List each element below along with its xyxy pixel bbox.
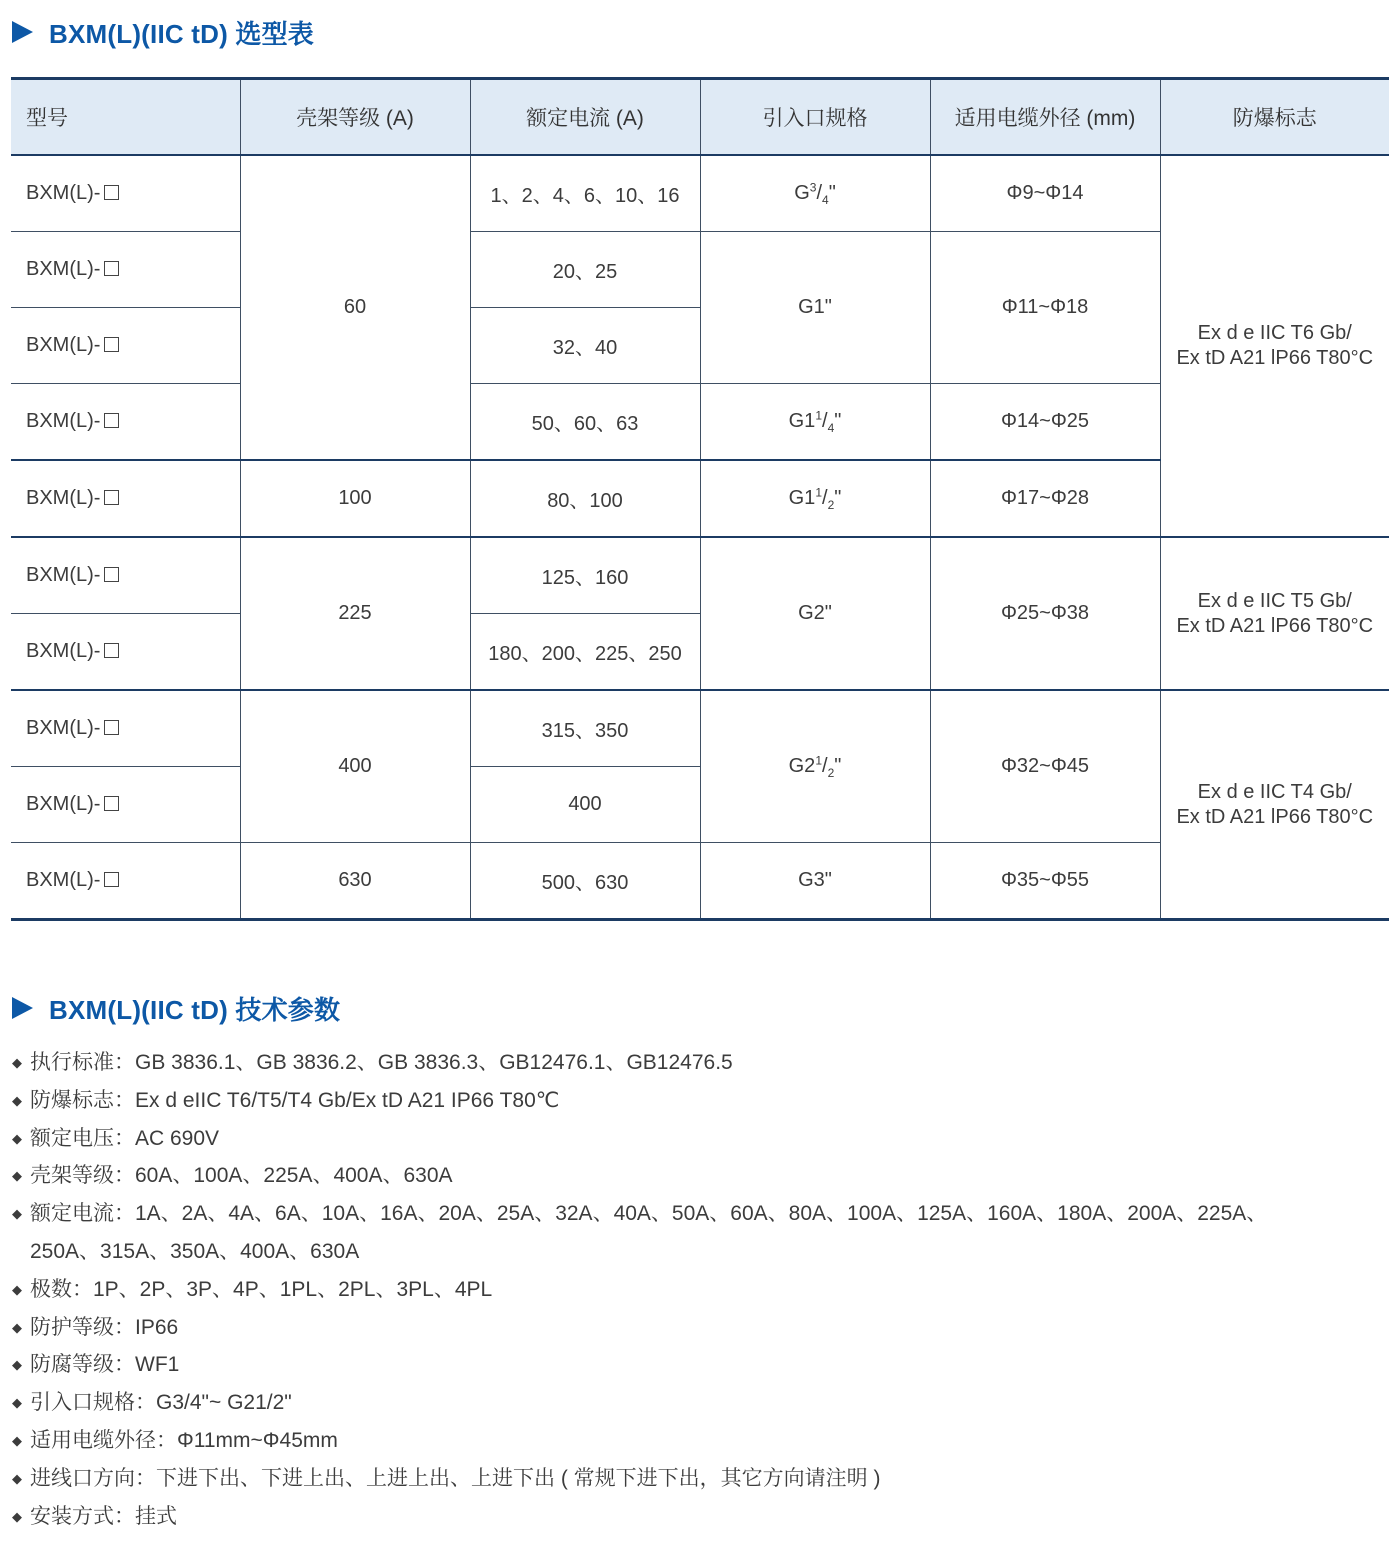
checkbox-square-icon (104, 261, 119, 276)
header-frame: 壳架等级 (A) (240, 79, 470, 156)
diamond-bullet-icon: ◆ (12, 1395, 22, 1411)
frame-cell: 225 (240, 537, 470, 690)
diameter-cell: Φ35~Φ55 (930, 843, 1160, 920)
diamond-bullet-icon: ◆ (12, 1055, 22, 1070)
diamond-bullet-icon: ◆ (12, 1092, 22, 1108)
list-item: ◆ 适用电缆外径：Φ11mm~Φ45mm (12, 1422, 1267, 1460)
model-text: BXM(L)- (26, 487, 101, 509)
current-cell: 500、630 (470, 843, 700, 920)
header-ex-mark: 防爆标志 (1160, 79, 1389, 156)
selection-table-title (12, 12, 314, 52)
inlet-cell: $G^3/_4$" (700, 155, 930, 232)
diamond-bullet-icon: ◆ (12, 1281, 22, 1297)
ex-mark-cell: Ex d e IIC T4 Gb/ Ex tD A21 lP66 T80°C (1160, 690, 1389, 920)
model-text: BXM(L)- (26, 793, 101, 815)
checkbox-square-icon (104, 413, 119, 428)
model-cell (11, 308, 240, 384)
diameter-cell: Φ25~Φ38 (930, 537, 1160, 690)
frame-cell: 630 (240, 843, 470, 920)
checkbox-square-icon (104, 185, 119, 200)
model-cell (11, 384, 240, 461)
model-cell (11, 767, 240, 843)
diameter-cell: Φ17~Φ28 (930, 460, 1160, 537)
model-text: BXM(L)- (26, 334, 101, 356)
inlet-cell: G3" (700, 843, 930, 920)
checkbox-square-icon (104, 720, 119, 735)
model-text: BXM(L)- (26, 869, 101, 891)
current-cell: 125、160 (470, 537, 700, 614)
selection-table (11, 77, 1389, 921)
inlet-cell: $G1^1/_2$" (700, 460, 930, 537)
header-diameter: 适用电缆外径 (mm) (930, 79, 1160, 156)
frame-cell: 400 (240, 690, 470, 843)
list-item: ◆ 额定电压：AC 690V (12, 1120, 1267, 1158)
model-cell (11, 614, 240, 691)
model-cell (11, 690, 240, 767)
current-cell: 20、25 (470, 232, 700, 308)
model-text: BXM(L)- (26, 640, 101, 662)
header-current: 额定电流 (A) (470, 79, 700, 156)
model-cell (11, 232, 240, 308)
ex-mark-cell: Ex d e IIC T6 Gb/ Ex tD A21 lP66 T80°C (1160, 155, 1389, 537)
play-triangle-icon (12, 21, 33, 43)
list-item: ◆ 执行标准：GB 3836.1、GB 3836.2、GB 3836.3、GB12476.1、GB12476.5 (12, 1044, 1267, 1082)
params-title-text: BXM(L)(IIC tD) 技术参数 (49, 994, 341, 1025)
current-cell: 1、2、4、6、10、16 (470, 155, 700, 232)
checkbox-square-icon (104, 490, 119, 505)
table-row (11, 155, 1389, 232)
list-item: ◆ 防爆标志：Ex d eIIC T6/T5/T4 Gb/Ex tD A21 IP66 T80℃ (12, 1082, 1267, 1120)
list-item: ◆ 额定电流：1A、2A、4A、6A、10A、16A、20A、25A、32A、40A、50A、60A、80A、100A、125A、160A、180A、200A、225A、 (12, 1195, 1267, 1233)
current-cell: 180、200、225、250 (470, 614, 700, 691)
diamond-bullet-icon: ◆ (12, 1319, 22, 1335)
checkbox-square-icon (104, 643, 119, 658)
selection-table-title-text: BXM(L)(IIC tD) 选型表 (49, 18, 314, 49)
inlet-cell: $G2^1/_2$" (700, 690, 930, 843)
current-cell: 80、100 (470, 460, 700, 537)
diamond-bullet-icon: ◆ (12, 1432, 22, 1448)
inlet-cell: G2" (700, 537, 930, 690)
frame-cell: 60 (240, 155, 470, 460)
frame-cell: 100 (240, 460, 470, 537)
list-item: ◆ 极数：1P、2P、3P、4P、1PL、2PL、3PL、4PL (12, 1271, 1267, 1309)
model-text: BXM(L)- (26, 410, 101, 432)
current-cell: 50、60、63 (470, 384, 700, 461)
current-cell: 32、40 (470, 308, 700, 384)
current-cell: 315、350 (470, 690, 700, 767)
checkbox-square-icon (104, 796, 119, 811)
list-item: ◆ 安装方式：挂式 (12, 1498, 1267, 1536)
model-text: BXM(L)- (26, 564, 101, 586)
list-item: ◆ 引入口规格：G3/4"~ G21/2" (12, 1384, 1267, 1422)
diamond-bullet-icon: ◆ (12, 1130, 22, 1146)
checkbox-square-icon (104, 337, 119, 352)
diamond-bullet-icon: ◆ (12, 1206, 22, 1222)
checkbox-square-icon (104, 872, 119, 887)
model-cell (11, 537, 240, 614)
list-item: 250A、315A、350A、400A、630A (30, 1239, 360, 1263)
model-text: BXM(L)- (26, 258, 101, 280)
table-row (11, 537, 1389, 614)
diameter-cell: Φ9~Φ14 (930, 155, 1160, 232)
diamond-bullet-icon: ◆ (12, 1168, 22, 1184)
diamond-bullet-icon: ◆ (12, 1357, 22, 1373)
model-cell (11, 843, 240, 920)
model-cell (11, 460, 240, 537)
params-list (12, 1044, 1267, 1535)
header-model: 型号 (11, 79, 240, 156)
current-cell: 400 (470, 767, 700, 843)
checkbox-square-icon (104, 567, 119, 582)
table-header-row (11, 79, 1389, 156)
inlet-cell: G1" (700, 232, 930, 384)
model-text: BXM(L)- (26, 182, 101, 204)
inlet-cell: $G1^1/_4$" (700, 384, 930, 461)
params-title (12, 988, 340, 1028)
model-cell (11, 155, 240, 232)
diamond-bullet-icon: ◆ (12, 1508, 22, 1524)
play-triangle-icon (12, 997, 33, 1019)
diameter-cell: Φ32~Φ45 (930, 690, 1160, 843)
diameter-cell: Φ14~Φ25 (930, 384, 1160, 461)
list-item: ◆ 防腐等级：WF1 (12, 1346, 1267, 1384)
list-item: ◆ 壳架等级：60A、100A、225A、400A、630A (12, 1157, 1267, 1195)
diameter-cell: Φ11~Φ18 (930, 232, 1160, 384)
header-inlet: 引入口规格 (700, 79, 930, 156)
list-item: ◆ 进线口方向：下进下出、下进上出、上进上出、上进下出 ( 常规下进下出，其它方向请注明 ) (12, 1460, 1267, 1498)
diamond-bullet-icon: ◆ (12, 1470, 22, 1486)
model-text: BXM(L)- (26, 717, 101, 739)
table-row (11, 690, 1389, 767)
ex-mark-cell: Ex d e IIC T5 Gb/ Ex tD A21 lP66 T80°C (1160, 537, 1389, 690)
list-item: ◆ 防护等级：IP66 (12, 1309, 1267, 1347)
